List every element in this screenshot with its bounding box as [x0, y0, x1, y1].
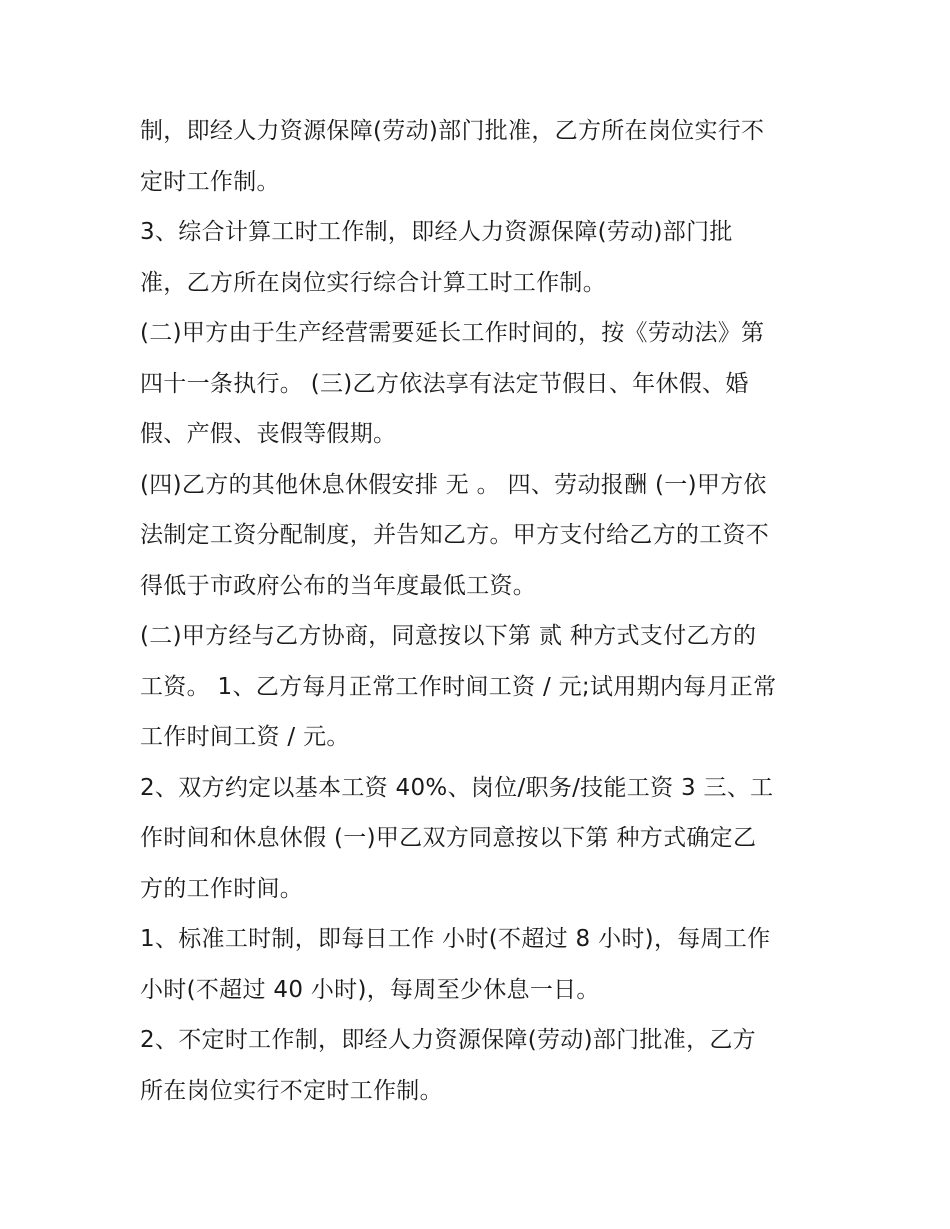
text-line: 工资。 1、乙方每月正常工作时间工资 / 元;试用期内每月正常 [140, 673, 777, 700]
text-line: (二)甲方经与乙方协商，同意按以下第 贰 种方式支付乙方的 [140, 623, 757, 649]
text-line: 2、不定时工作制，即经人力资源保障(劳动)部门批准，乙方 [140, 1027, 756, 1053]
text-line: 法制定工资分配制度，并告知乙方。甲方支付给乙方的工资不 [140, 522, 770, 548]
document-body [140, 106, 820, 1116]
text-line: 1、标准工时制，即每日工作 小时(不超过 8 小时)，每周工作 [140, 926, 771, 952]
text-line: 所在岗位实行不定时工作制。 [140, 1077, 443, 1104]
text-line: 小时(不超过 40 小时)，每周至少休息一日。 [140, 976, 600, 1003]
text-line: 假、产假、丧假等假期。 [140, 421, 397, 447]
text-line: (四)乙方的其他休息休假安排 无 。 四、劳动报酬 (一)甲方依 [140, 471, 767, 498]
text-line: 3、综合计算工时工作制，即经人力资源保障(劳动)部门批 [140, 219, 733, 245]
text-line: 作时间和休息休假 (一)甲乙双方同意按以下第 种方式确定乙 [140, 825, 757, 851]
text-line: 工作时间工资 / 元。 [140, 724, 350, 750]
text-line: 2、双方约定以基本工资 40%、岗位/职务/技能工资 3 三、工 [140, 774, 774, 801]
text-line: 得低于市政府公布的当年度最低工资。 [140, 572, 537, 599]
text-line: 四十一条执行。 (三)乙方依法享有法定节假日、年休假、婚 [140, 370, 749, 397]
text-line: 方的工作时间。 [140, 875, 304, 902]
text-line: 制，即经人力资源保障(劳动)部门批准，乙方所在岗位实行不 [140, 118, 765, 144]
text-line: 定时工作制。 [140, 168, 280, 195]
text-line: (二)甲方由于生产经营需要延长工作时间的，按《劳动法》第 [140, 320, 765, 346]
text-line: 准，乙方所在岗位实行综合计算工时工作制。 [140, 269, 606, 296]
